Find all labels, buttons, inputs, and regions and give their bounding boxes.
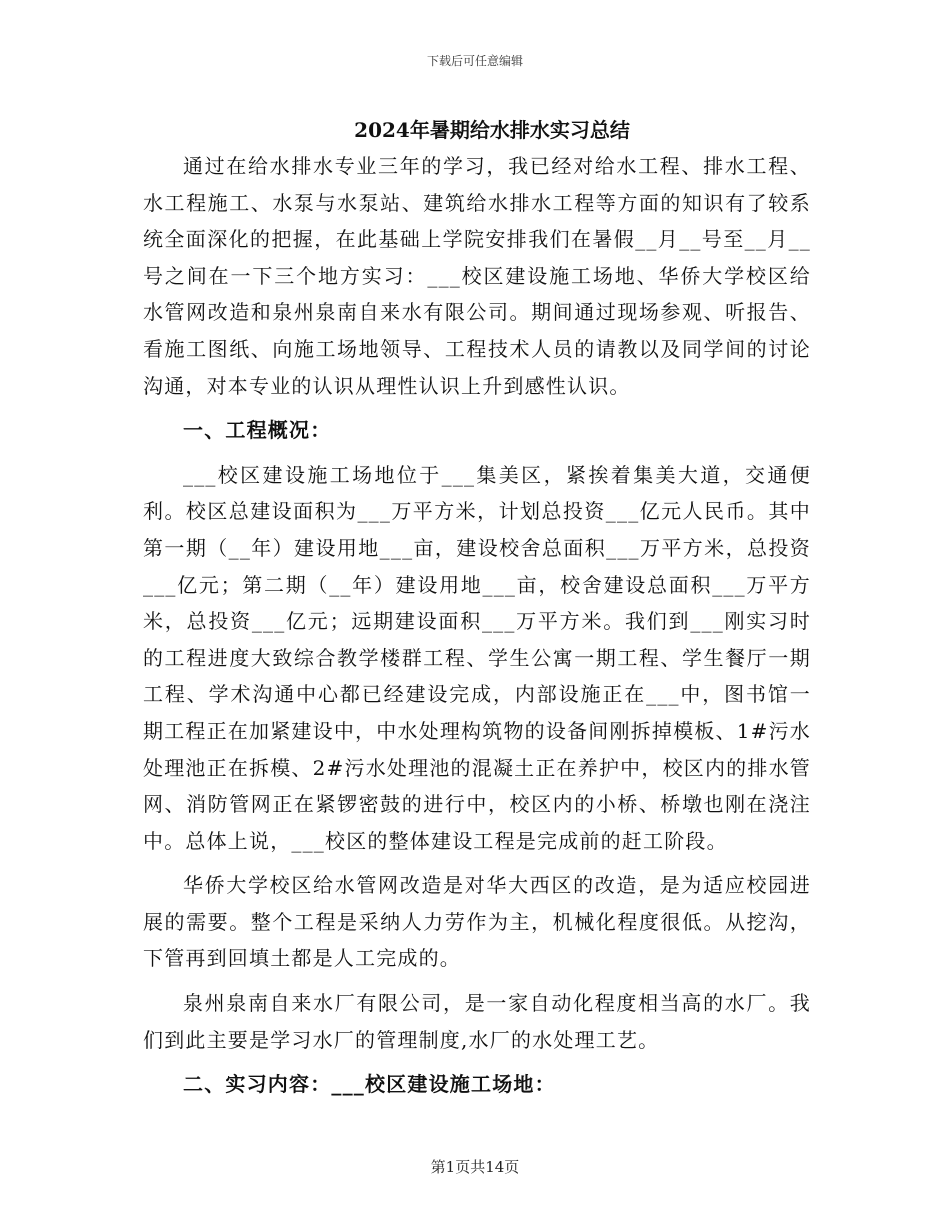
page-number: 第1页共14页 bbox=[430, 1158, 520, 1176]
page-header-note: 下载后可任意编辑 bbox=[426, 54, 523, 68]
section-1-paragraph-3: 泉州泉南自来水厂有限公司，是一家自动化程度相当高的水厂。我们到此主要是学习水厂的管理制度,水厂的水处理工艺。 bbox=[143, 991, 811, 1052]
document-title: 2024年暑期给水排水实习总结 bbox=[354, 118, 630, 142]
document-body bbox=[143, 112, 811, 1103]
section-1-paragraph-1: ___校区建设施工场地位于___集美区，紧挨着集美大道，交通便利。校区总建设面积为___万平方米，计划总投资___亿元人民币。其中第一期（__年）建设用地___亩，建设校舍总面积___万平方米，总投资___亿元；第二期（__年）建设用地___亩，校舍建设总面积___万平方米，总投资___亿元；远期建设面积___万平方米。我们到___刚实习时的工程进度大致综合教学楼群工程、学生公寓一期工程、学生餐厅一期工程、学术沟通中心都已经建设完成，内部设施正在___中，图书馆一期工程正在加紧建设中，中水处理构筑物的设备间刚拆掉模板、1#污水处理池正在拆模、2#污水处理池的混凝土正在养护中，校区内的排水管网、消防管网正在紧锣密鼓的进行中，校区内的小桥、桥墩也刚在浇注中。总体上说，___校区的整体建设工程是完成前的赶工阶段。 bbox=[143, 462, 811, 853]
section-1-paragraph-2: 华侨大学校区给水管网改造是对华大西区的改造，是为适应校园进展的需要。整个工程是采纳人力劳作为主，机械化程度很低。从挖沟，下管再到回填土都是人工完成的。 bbox=[143, 873, 811, 971]
intro-paragraph: 通过在给水排水专业三年的学习，我已经对给水工程、排水工程、水工程施工、水泵与水泵站、建筑给水排水工程等方面的知识有了较系统全面深化的把握，在此基础上学院安排我们在暑假__月__号至__月__号之间在一下三个地方实习：___校区建设施工场地、华侨大学校区给水管网改造和泉州泉南自来水有限公司。期间通过现场参观、听报告、看施工图纸、向施工场地领导、工程技术人员的请教以及同学间的讨论沟通，对本专业的认识从理性认识上升到感性认识。 bbox=[143, 154, 811, 398]
section-2-heading: 二、实习内容：___校区建设施工场地： bbox=[183, 1072, 556, 1097]
section-1-heading: 一、工程概况： bbox=[183, 418, 332, 443]
